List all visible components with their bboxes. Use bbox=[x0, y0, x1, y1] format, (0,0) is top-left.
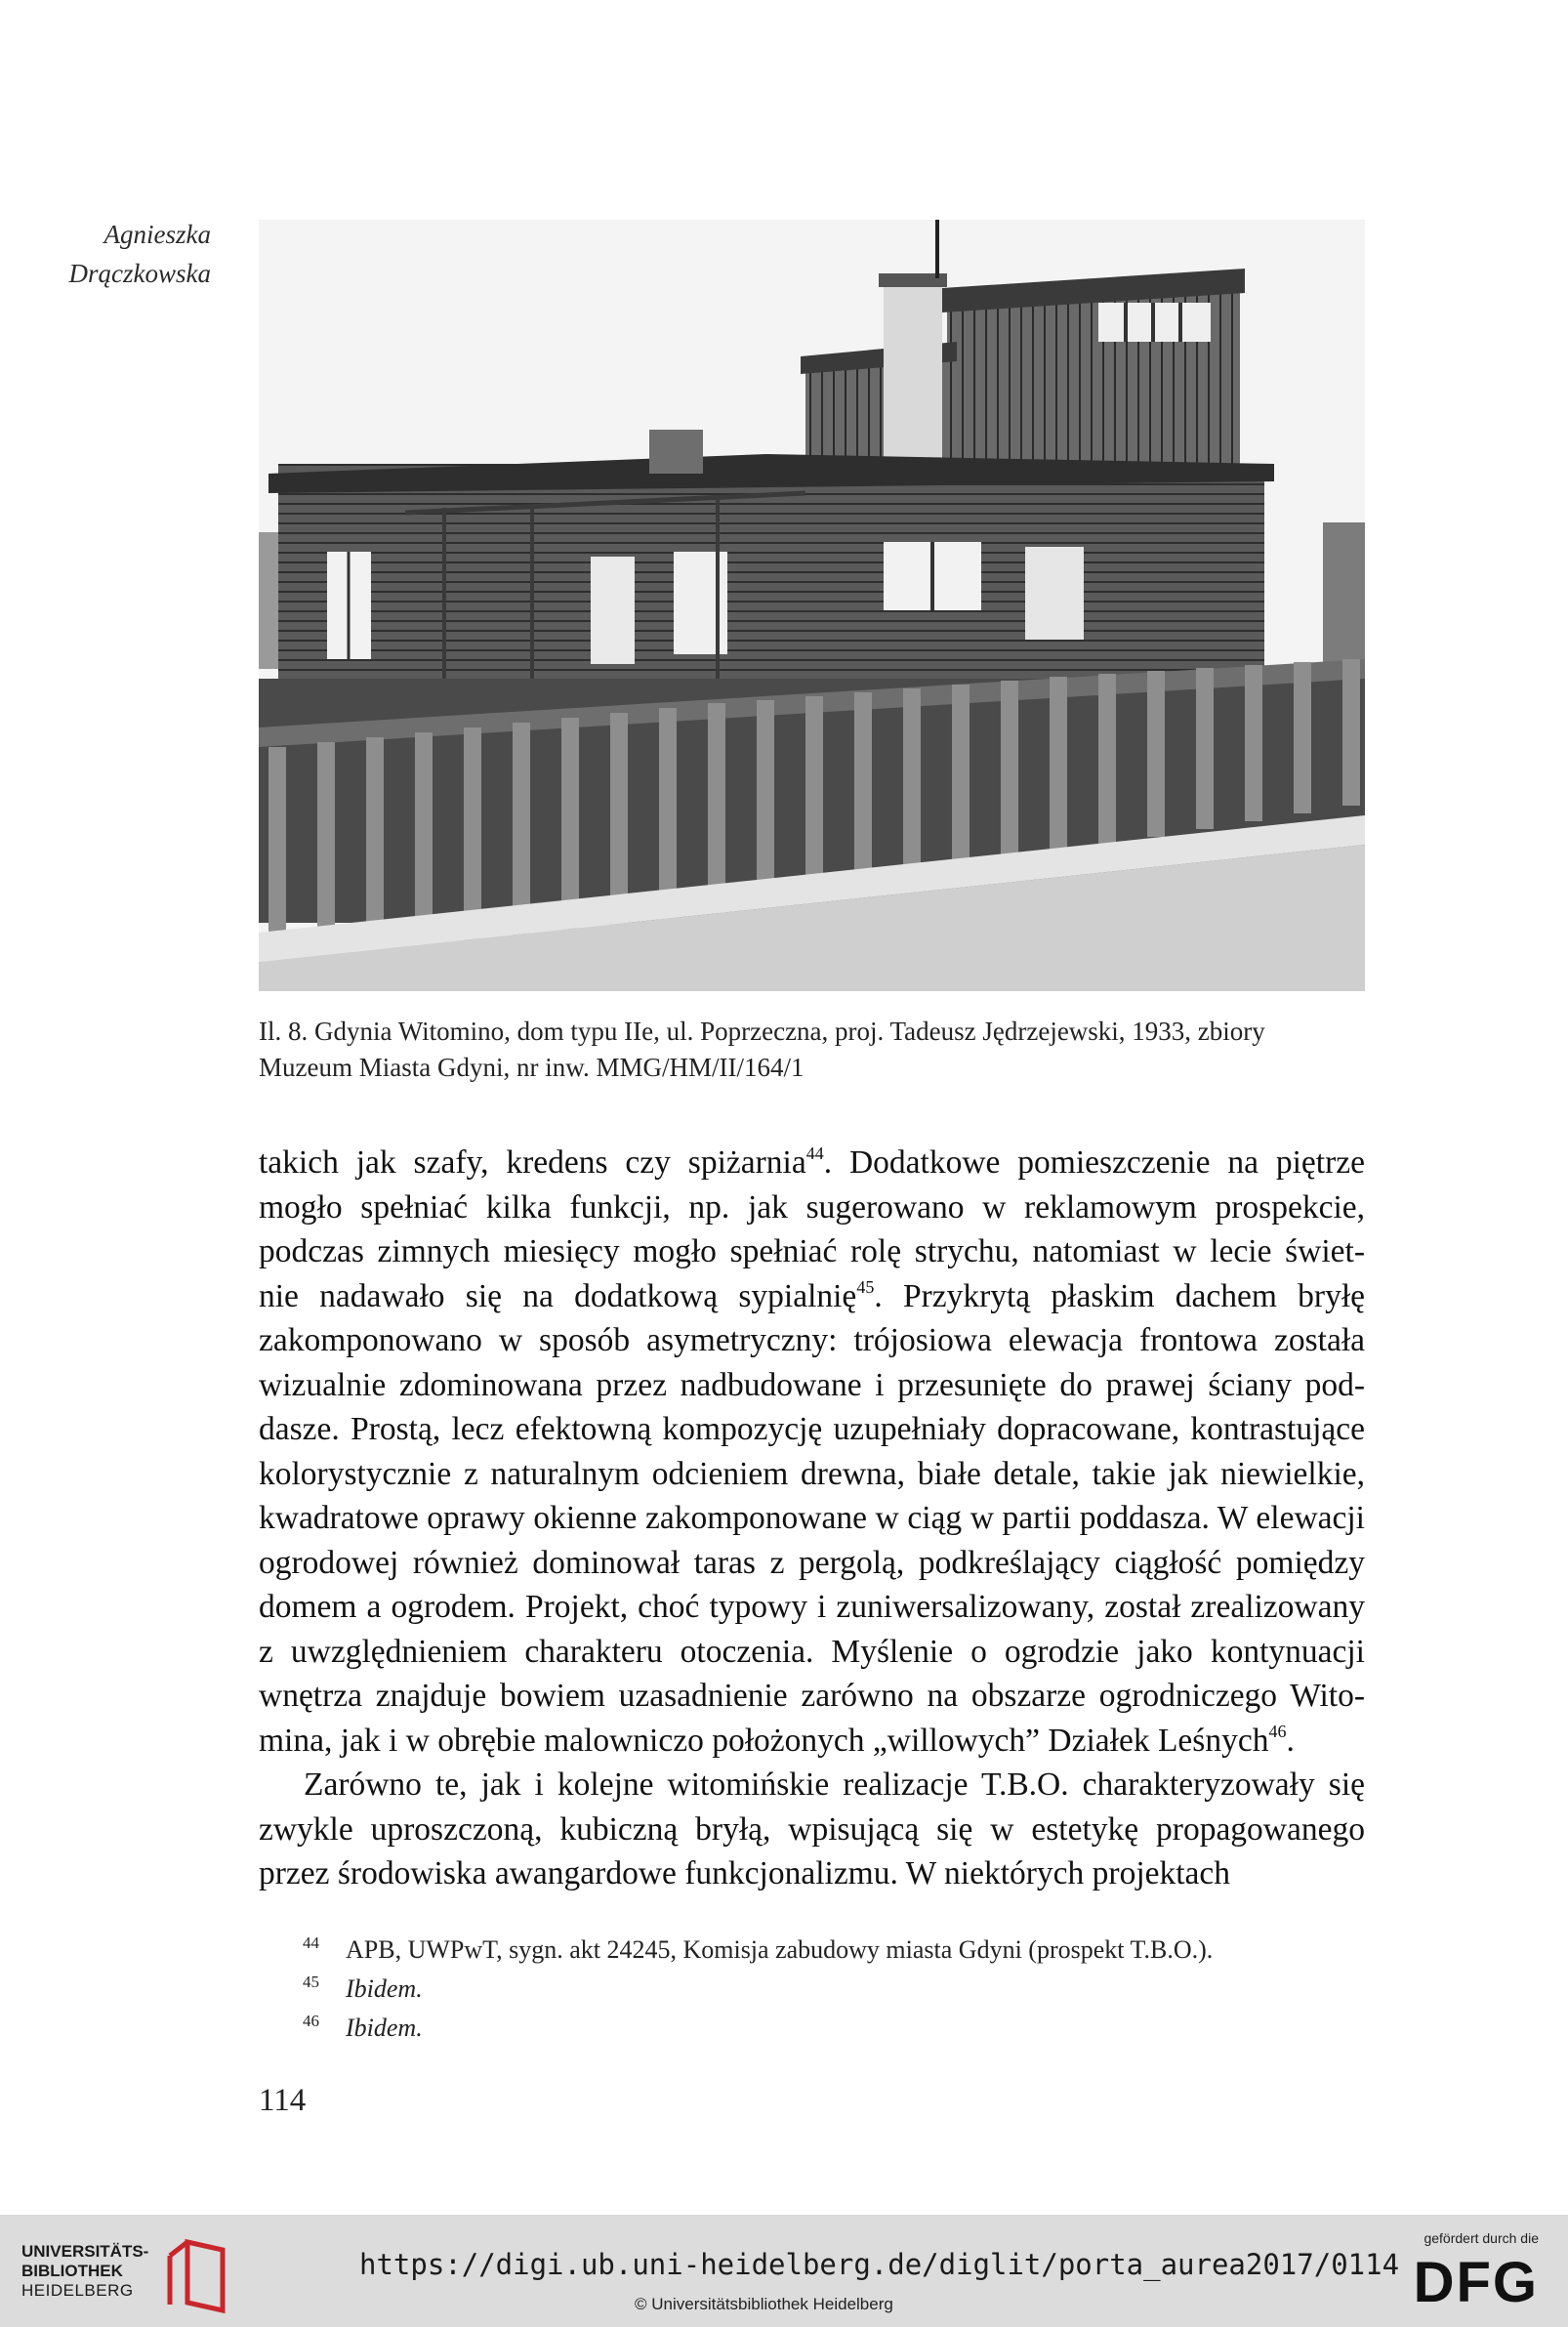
text-line bbox=[259, 1585, 1365, 1630]
footnote-reference[interactable]: 46 bbox=[1268, 1721, 1287, 1741]
text-run: . bbox=[1286, 1722, 1295, 1759]
text-run: zakomponowano w sposób asymetryczny: trójosiowa elewacja frontowa została bbox=[259, 1322, 1365, 1358]
text-run: kwadratowe oprawy okienne zakomponowane w ciąg w partii poddasza. W elewacji bbox=[259, 1500, 1365, 1536]
text-line bbox=[259, 1363, 1365, 1408]
footnote bbox=[303, 1932, 1377, 1971]
text-line bbox=[259, 1541, 1365, 1586]
library-name-line: BIBLIOTHEK bbox=[21, 2262, 123, 2280]
running-head-author bbox=[69, 215, 211, 293]
footnote-reference[interactable]: 44 bbox=[805, 1143, 824, 1163]
library-logo bbox=[21, 2242, 227, 2310]
text-run: . Dodatkowe pomieszczenie na piętrze bbox=[823, 1144, 1365, 1181]
text-run: mogło spełniać kilka funkcji, np. jak sugerowano w reklamowym prospekcie, bbox=[259, 1188, 1365, 1226]
text-line bbox=[259, 1318, 1365, 1363]
text-run: wnętrza znajduje bowiem uzasadnienie zarówno na obszarze ogrodniczego Wito- bbox=[259, 1678, 1365, 1714]
text-line bbox=[259, 1229, 1365, 1274]
text-run: dasze. Prostą, lecz efektowną kompozycję uzupełniały dopracowane, kontrastujące bbox=[259, 1411, 1365, 1447]
text-line bbox=[259, 1407, 1365, 1452]
footnote-reference[interactable]: 45 bbox=[856, 1276, 875, 1297]
text-line bbox=[259, 1452, 1365, 1497]
text-line bbox=[259, 1141, 1365, 1185]
text-line bbox=[259, 1851, 1365, 1896]
text-run: zwykle uproszczoną, kubiczną bryłą, wpisującą się w estetykę propagowanego bbox=[259, 1810, 1365, 1848]
footnote-number: 44 bbox=[303, 1933, 319, 1952]
text-line bbox=[259, 1274, 1365, 1319]
figure-caption bbox=[259, 1014, 1372, 1086]
author-last-name: Drączkowska bbox=[68, 259, 211, 288]
caption-line: Il. 8. Gdynia Witomino, dom typu IIe, ul. Poprzeczna, proj. Tadeusz Jędrzejewski, 1933, zbiory bbox=[259, 1017, 1265, 1046]
library-name-line: UNIVERSITÄTS- bbox=[21, 2242, 149, 2261]
text-line bbox=[259, 1674, 1365, 1719]
text-run: z uwzględnieniem charakteru otoczenia. Myślenie o ogrodzie jako kontynuacji bbox=[259, 1633, 1365, 1670]
library-mark-icon bbox=[158, 2236, 227, 2314]
text-line bbox=[259, 1496, 1365, 1541]
text-line bbox=[259, 1719, 1365, 1764]
text-run: takich jak szafy, kredens czy spiżarnia bbox=[259, 1144, 806, 1181]
text-run: kolorystycznie z naturalnym odcieniem drewna, białe detale, takie jak niewielkie, bbox=[259, 1455, 1365, 1492]
text-line bbox=[259, 1185, 1365, 1230]
text-run: domem a ogrodem. Projekt, choć typowy i zuniwersalizowany, został zrealizowany bbox=[259, 1589, 1365, 1625]
footnote-text: Ibidem. bbox=[346, 2014, 423, 2042]
footnotes bbox=[303, 1932, 1377, 2049]
copyright-notice: © Universitätsbibliothek Heidelberg bbox=[635, 2295, 893, 2313]
paragraph bbox=[259, 1141, 1365, 1763]
footnote bbox=[303, 1971, 1377, 2010]
text-line bbox=[259, 1763, 1365, 1808]
source-url-link[interactable]: https://digi.ub.uni-heidelberg.de/diglit/porta_aurea2017/0114 bbox=[359, 2248, 1400, 2281]
text-line bbox=[259, 1630, 1365, 1675]
footnote bbox=[303, 2010, 1377, 2049]
author-first-name: Agnieszka bbox=[103, 220, 211, 249]
house-photo-illustration bbox=[259, 220, 1365, 991]
text-run: przez środowiska awangardowe funkcjonalizmu. W niektórych projektach bbox=[259, 1855, 1231, 1891]
funder-label: gefördert durch die bbox=[1424, 2230, 1539, 2246]
text-run: ogrodowej również dominował taras z pergolą, podkreślający ciągłość pomiędzy bbox=[259, 1544, 1365, 1581]
page-number: 114 bbox=[259, 2083, 307, 2118]
text-run: nie nadawało się na dodatkową sypialnię bbox=[259, 1277, 857, 1314]
footnote-number: 45 bbox=[303, 1973, 319, 1991]
footnote-number: 46 bbox=[303, 2012, 319, 2030]
text-run: wizualnie zdominowana przez nadbudowane i przesunięte do prawej ściany pod- bbox=[259, 1366, 1365, 1403]
text-run: . Przykrytą płaskim dachem bryłę bbox=[874, 1277, 1365, 1314]
dfg-logo: DFG bbox=[1413, 2251, 1539, 2314]
library-name-line: HEIDELBERG bbox=[21, 2281, 134, 2300]
figure-photo-house bbox=[259, 220, 1365, 991]
footer-bar bbox=[0, 2215, 1568, 2327]
caption-line: Muzeum Miasta Gdyni, nr inw. MMG/HM/II/164/1 bbox=[259, 1053, 805, 1082]
text-run: podczas zimnych miesięcy mogło spełniać rolę strychu, natomiast w lecie świet- bbox=[259, 1233, 1365, 1269]
footnote-text: Ibidem. bbox=[346, 1974, 423, 2003]
text-line bbox=[259, 1808, 1365, 1852]
footnote-text: APB, UWPwT, sygn. akt 24245, Komisja zabudowy miasta Gdyni (prospekt T.B.O.). bbox=[346, 1935, 1214, 1964]
text-run: Zarówno te, jak i kolejne witomińskie realizacje T.B.O. charakteryzowały się bbox=[304, 1766, 1365, 1803]
body-text bbox=[259, 1141, 1365, 1896]
paragraph bbox=[259, 1763, 1365, 1896]
text-run: mina, jak i w obrębie malowniczo położonych „willowych” Działek Leśnych bbox=[259, 1722, 1269, 1759]
